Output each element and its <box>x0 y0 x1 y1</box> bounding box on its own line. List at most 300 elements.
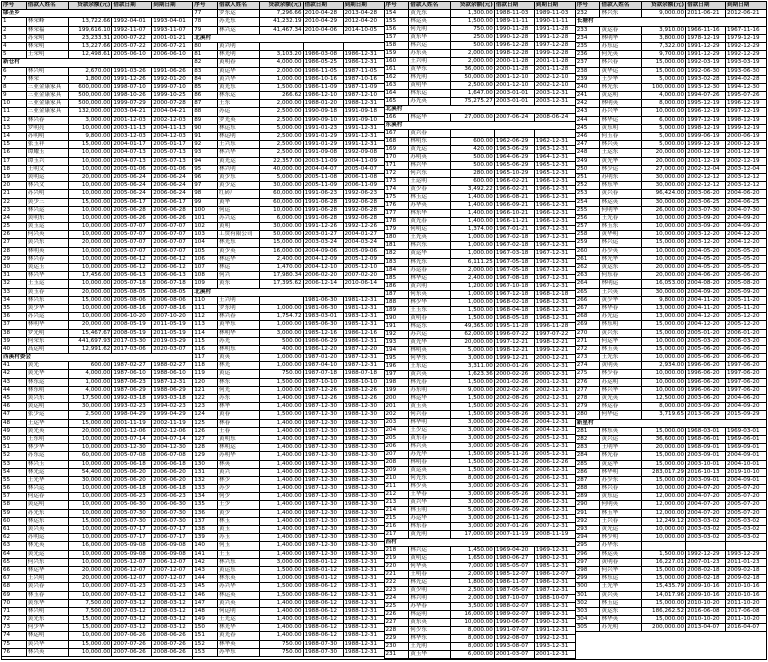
cell-amt: 10,000.00 <box>642 485 686 492</box>
cell-no: 290 <box>576 501 601 508</box>
cell-amt: 500.00 <box>260 338 304 345</box>
cell-name: 黄玉运 <box>27 223 69 230</box>
cell-name: 何少 <box>218 493 260 500</box>
table-row <box>385 355 575 363</box>
cell-amt: 250.00 <box>451 34 495 41</box>
table-row <box>2 608 192 616</box>
cell-d2: 1999-12-19 <box>727 124 760 131</box>
cell-name: 何兴东 <box>409 170 451 177</box>
table-row <box>193 149 383 157</box>
cell-amt: 20,000.00 <box>69 567 113 574</box>
cell-d2: 2008-07-26 <box>153 640 186 647</box>
table-row <box>576 133 766 141</box>
cell-d1: 2005-07-07 <box>112 223 152 230</box>
group-row <box>576 18 766 26</box>
cell-d2: 1966-12-31 <box>535 202 569 209</box>
cell-amt: 2,000.00 <box>451 50 495 57</box>
cell-amt: 15,000.00 <box>642 428 686 435</box>
cell-name: 黄兴英 <box>27 526 69 533</box>
cell-d2: 1997-07-22 <box>535 330 569 337</box>
table-row <box>576 141 766 149</box>
cell-d2: 2006-07-07 <box>153 231 186 238</box>
cell-name: 王光华 <box>27 477 69 484</box>
cell-d2: 2006-12-31 <box>535 498 569 505</box>
table-row <box>385 42 575 50</box>
cell-d2: 2006-07-08 <box>153 452 186 459</box>
cell-d2 <box>344 43 384 50</box>
cell-d1: 1986-11-09 <box>304 84 344 91</box>
cell-name: 苏兴华 <box>218 583 260 590</box>
table-row <box>193 117 383 125</box>
cell-name: 黄光春 <box>409 218 451 225</box>
cell-d2: 1967-12-31 <box>535 274 569 281</box>
cell-d1: 2001-11-19 <box>112 420 152 427</box>
cell-name: 黄华明 <box>600 231 642 238</box>
cell-d2: 1992-06-28 <box>344 206 378 213</box>
cell-name: 王光东 <box>600 354 642 361</box>
cell-amt: 2,000.00 <box>451 267 495 274</box>
cell-d2: 1995-07-26 <box>727 92 760 99</box>
cell-amt: 3,719.65 <box>642 411 686 418</box>
cell-no: 298 <box>576 567 601 574</box>
cell-name: 苏东运 <box>27 452 69 459</box>
cell-d1: 2006-02-20 <box>304 272 344 279</box>
cell-d1: 1986-03-08 <box>304 51 344 58</box>
cell-no: 258 <box>576 231 601 238</box>
cell-d2: 1988-12-31 <box>344 575 378 582</box>
cell-no: 274 <box>576 362 601 369</box>
cell-d1: 1987-12-30 <box>304 452 344 459</box>
cell-d2: 1997-12-19 <box>727 108 760 115</box>
cell-no: 210 <box>385 475 410 482</box>
loan-ledger-sheet <box>1 1 767 660</box>
cell-d2: 1988-12-31 <box>344 624 378 631</box>
cell-d2: 2002-12-03 <box>153 116 186 123</box>
cell-d2: 2008-03-12 <box>153 624 186 631</box>
cell-d2: 1992-12-29 <box>727 51 760 58</box>
cell-d2: 1987-12-31 <box>344 362 378 369</box>
cell-name: 黄兴英 <box>409 371 451 378</box>
table-row <box>576 403 766 411</box>
cell-no: 63 <box>2 542 27 549</box>
cell-name: 黄明英 <box>600 362 642 369</box>
cell-amt: 1,400.00 <box>451 218 495 225</box>
table-row <box>385 635 575 643</box>
table-row <box>576 346 766 354</box>
cell-name: 林兴明 <box>218 166 260 173</box>
cell-d2: 2000-07-28 <box>153 100 186 107</box>
ledger-column-2 <box>193 2 384 659</box>
cell-d2: 2020-03-07 <box>153 345 186 352</box>
cell-name: 王玉 <box>218 551 260 558</box>
header-cell: 借款日期 <box>495 2 535 9</box>
cell-d1: 1986-06-29 <box>304 338 344 345</box>
table-row <box>385 283 575 291</box>
cell-name: 黄东春 <box>409 435 451 442</box>
cell-d1: 2005-12-26 <box>495 459 535 466</box>
table-row <box>193 608 383 616</box>
table-row <box>2 330 192 338</box>
cell-amt: 10,000.00 <box>642 354 686 361</box>
cell-d2: 2005-12-20 <box>727 321 760 328</box>
cell-amt: 10,000.00 <box>69 207 113 214</box>
cell-name: 黄少东 <box>218 174 260 181</box>
table-row <box>193 51 383 59</box>
cell-name: 黄运明 <box>600 92 642 99</box>
cell-d1: 2003-09-20 <box>686 403 726 410</box>
cell-d1: 2004-07-13 <box>112 149 152 156</box>
table-row <box>385 611 575 619</box>
cell-amt: 1,400.00 <box>260 403 304 410</box>
cell-d2: 1988-12-30 <box>344 427 378 434</box>
cell-amt: 13,000.00 <box>642 313 686 320</box>
cell-name: 王东 <box>218 100 260 107</box>
cell-d2: 1966-12-31 <box>535 186 569 193</box>
cell-amt: 200,000.00 <box>642 624 686 631</box>
table-row <box>193 469 383 477</box>
cell-amt: 2,500.00 <box>451 82 495 89</box>
cell-d2: 1988-06-29 <box>153 386 186 393</box>
cell-amt: 1,500.00 <box>260 567 304 574</box>
cell-d1: 1967-10-18 <box>495 283 535 290</box>
cell-d2: 2014-10-05 <box>344 26 378 33</box>
cell-name: 黄兴英 <box>218 600 260 607</box>
cell-d1: 2003-12-30 <box>112 444 152 451</box>
cell-d1: 2001-12-19 <box>686 158 726 165</box>
header-cell: 借款人姓名 <box>27 2 69 9</box>
cell-d1: 1992-04-01 <box>112 18 152 25</box>
cell-name: 林兴华 <box>27 272 69 279</box>
cell-name: 王玉运 <box>27 280 69 287</box>
cell-name: 王光运 <box>218 616 260 623</box>
cell-d2: 1966-12-31 <box>535 210 569 217</box>
table-row <box>576 256 766 264</box>
cell-amt: 2,500.00 <box>260 117 304 124</box>
cell-amt: 2,400.00 <box>260 256 304 263</box>
cell-d2: 2006-06-26 <box>153 214 186 221</box>
cell-amt: 5,000.00 <box>642 133 686 140</box>
table-row <box>385 250 575 258</box>
cell-amt: 15,435.79 <box>642 583 686 590</box>
table-row <box>576 354 766 362</box>
cell-no: 166 <box>385 114 410 121</box>
cell-d1: 1968-05-18 <box>495 315 535 322</box>
cell-d2: 1992-12-31 <box>535 635 569 642</box>
table-row <box>193 567 383 575</box>
cell-d1: 2004-05-20 <box>686 248 726 255</box>
table-row <box>576 600 766 608</box>
cell-name: 王少运 <box>409 427 451 434</box>
cell-amt: 750.00 <box>260 370 304 377</box>
cell-no: 200 <box>385 395 410 402</box>
cell-name: 黄运春 <box>600 27 642 34</box>
cell-name: 黄光春 <box>218 632 260 639</box>
cell-no: 265 <box>576 289 601 296</box>
cell-d2: 2004-09-20 <box>727 214 760 221</box>
cell-name: 罗明亮 <box>27 125 69 132</box>
cell-amt: 8,000.00 <box>451 635 495 642</box>
cell-d2: 1968-12-31 <box>535 298 569 305</box>
cell-name: 黄兴 <box>218 469 260 476</box>
cell-name: 林运华 <box>409 395 451 402</box>
cell-no: 179 <box>385 226 410 233</box>
cell-no: 237 <box>576 59 601 66</box>
cell-name: 林明运 <box>218 444 260 451</box>
cell-amt: 1,500.00 <box>451 18 495 25</box>
cell-amt: 9,800.00 <box>69 133 113 140</box>
cell-name: 何兴 <box>218 272 260 279</box>
cell-no: 282 <box>576 436 601 443</box>
cell-amt <box>260 43 304 50</box>
cell-name: 何运华 <box>600 338 642 345</box>
cell-d1: 2005-09-08 <box>112 542 152 549</box>
table-row <box>193 338 383 346</box>
cell-name: 何华运 <box>600 411 642 418</box>
cell-no: 114 <box>193 330 218 337</box>
cell-d1: 1991-09-08 <box>304 149 344 156</box>
cell-d2: 1967-12-31 <box>535 234 569 241</box>
cell-no: 216 <box>385 523 410 530</box>
cell-no: 145 <box>193 583 218 590</box>
cell-no: 251 <box>576 174 601 181</box>
table-row <box>2 493 192 501</box>
cell-amt: 7,500.00 <box>69 600 113 607</box>
cell-d2: 1988-12-30 <box>344 468 378 475</box>
cell-d2: 2006-07-30 <box>153 517 186 524</box>
cell-d1: 2005-06-20 <box>112 469 152 476</box>
cell-no: 246 <box>576 133 601 140</box>
cell-d2: 2011-01-23 <box>727 558 760 565</box>
table-row <box>2 592 192 600</box>
cell-no: 195 <box>385 355 410 362</box>
table-row <box>2 68 192 76</box>
cell-d1: 2005-06-26 <box>112 215 152 222</box>
cell-d1: 2007-01-26 <box>495 523 535 530</box>
group-label: 北溪村 <box>194 34 212 41</box>
cell-no: 231 <box>385 651 410 658</box>
cell-amt: 1,400.00 <box>260 510 304 517</box>
cell-d1: 2006-12-07 <box>112 567 152 574</box>
cell-d2: 1968-12-18 <box>535 290 569 297</box>
cell-amt: 10,000.00 <box>451 619 495 626</box>
cell-d2: 1987-11-09 <box>344 83 378 90</box>
table-row <box>193 10 383 18</box>
cell-amt: 2,000.00 <box>451 58 495 65</box>
cell-no: 101 <box>193 215 218 222</box>
cell-no: 245 <box>576 125 601 132</box>
cell-no: 100 <box>193 207 218 214</box>
cell-name: 林运英 <box>600 199 642 206</box>
cell-name: 苏兴运 <box>27 313 69 320</box>
cell-d2: 2002-12-19 <box>727 157 760 164</box>
cell-name: 黄光运 <box>600 526 642 533</box>
cell-d2: 1988-12-30 <box>344 485 378 492</box>
cell-d2: 2006-06-23 <box>153 493 186 500</box>
cell-d1: 1969-04-20 <box>495 547 535 554</box>
cell-d2: 2003-12-31 <box>535 90 569 97</box>
cell-amt: 1,450.00 <box>451 547 495 554</box>
cell-no: 116 <box>193 346 218 353</box>
cell-no: 221 <box>385 571 410 578</box>
cell-amt: 7,000.00 <box>451 563 495 570</box>
table-row <box>193 223 383 231</box>
cell-no: 141 <box>193 551 218 558</box>
cell-d1: 2006-12-07 <box>112 575 152 582</box>
cell-name: 林兴运 <box>409 547 451 554</box>
cell-name: 林兴华 <box>409 162 451 169</box>
cell-d1: 2003-11-09 <box>304 158 344 165</box>
table-row <box>2 289 192 297</box>
cell-d2: 1987-12-31 <box>153 378 186 385</box>
cell-amt: 10,000.00 <box>642 379 686 386</box>
cell-amt: 1,000.00 <box>260 362 304 369</box>
cell-d2: 2005-03-02 <box>727 517 760 524</box>
cell-no: 187 <box>385 291 410 298</box>
cell-d2: 2006-06-10 <box>153 51 186 58</box>
table-row <box>576 84 766 92</box>
cell-amt: 1,400.00 <box>451 202 495 209</box>
cell-d2: 1981-12-31 <box>344 304 378 311</box>
cell-amt: 1,000.00 <box>260 321 304 328</box>
cell-amt: 27,000.00 <box>642 166 686 173</box>
cell-no: 84 <box>193 76 218 83</box>
cell-amt: 9,000.00 <box>642 10 686 17</box>
cell-d1: 2005-11-09 <box>304 182 344 189</box>
cell-d2: 1997-06-20 <box>727 362 760 369</box>
cell-amt: 1,500.00 <box>451 307 495 314</box>
cell-d2: 1987-12-10 <box>344 92 378 99</box>
cell-no: 80 <box>193 43 218 50</box>
cell-amt: 20,000.00 <box>69 174 113 181</box>
cell-name: 林光明 <box>409 74 451 81</box>
cell-d1: 2007-03-12 <box>112 600 152 607</box>
cell-d2: 2003-12-04 <box>727 165 760 172</box>
cell-amt: 10,000.00 <box>642 526 686 533</box>
cell-d1: 2010-10-20 <box>686 600 726 607</box>
cell-d2: 1985-12-31 <box>344 321 378 328</box>
cell-name: 黄明春 <box>600 559 642 566</box>
table-row <box>2 43 192 51</box>
cell-no: 208 <box>385 459 410 466</box>
cell-d2: 1994-12-30 <box>727 83 760 90</box>
cell-d2: 2007-02-20 <box>344 272 378 279</box>
table-row <box>193 280 383 288</box>
cell-no: 140 <box>193 542 218 549</box>
cell-name: 苏明运 <box>27 534 69 541</box>
cell-d1: 1965-06-29 <box>495 162 535 169</box>
cell-d1: 2005-07-22 <box>112 43 152 50</box>
table-row <box>385 18 575 26</box>
cell-d2: 2011-05-19 <box>153 329 186 336</box>
table-row <box>193 215 383 223</box>
cell-d1: 2004-07-20 <box>686 493 726 500</box>
cell-amt: 1,623.36 <box>451 371 495 378</box>
cell-no: 124 <box>193 411 218 418</box>
table-row <box>576 501 766 509</box>
header-cell: 到期日期 <box>535 2 559 8</box>
cell-name: 林玉 <box>218 518 260 525</box>
cell-d2: 2005-11-20 <box>727 296 760 303</box>
table-row <box>576 469 766 477</box>
cell-name: 黄明春 <box>218 59 260 66</box>
cell-amt: 12,000.00 <box>642 510 686 517</box>
cell-amt: 17,456.00 <box>69 272 113 279</box>
cell-d1: 1998-12-21 <box>495 347 535 354</box>
cell-no: 205 <box>385 435 410 442</box>
cell-d1: 1987-12-30 <box>304 444 344 451</box>
cell-d1: 1998-07-10 <box>112 84 152 91</box>
table-row <box>385 234 575 242</box>
cell-no: 121 <box>193 387 218 394</box>
cell-name: 何光英 <box>600 51 642 58</box>
cell-d1: 2003-01-01 <box>495 90 535 97</box>
cell-amt: 30,000.00 <box>642 182 686 189</box>
cell-d2: 2005-11-20 <box>727 304 760 311</box>
cell-no: 256 <box>576 215 601 222</box>
cell-no: 169 <box>385 146 410 153</box>
table-row <box>576 575 766 583</box>
table-row <box>385 339 575 347</box>
cell-no: 183 <box>385 259 410 266</box>
cell-d1: 2003-01-27 <box>304 231 344 238</box>
cell-d2: 1993-03-18 <box>153 395 186 401</box>
group-row <box>2 59 192 67</box>
cell-amt: 12,249.12 <box>642 518 686 525</box>
cell-no: 66 <box>2 567 27 574</box>
cell-name: 黄春 <box>218 411 260 418</box>
cell-name: 黄兴运 <box>600 436 642 443</box>
cell-no: 5 <box>2 51 27 58</box>
cell-no: 206 <box>385 443 410 450</box>
cell-amt: 10,000.00 <box>69 231 113 238</box>
cell-amt: 3,000.00 <box>451 355 495 362</box>
cell-amt: 3,000.00 <box>451 483 495 490</box>
table-row <box>193 592 383 600</box>
cell-d2: 1965-12-31 <box>535 162 569 169</box>
cell-amt: 1,000.00 <box>260 305 304 312</box>
cell-no: 270 <box>576 330 601 337</box>
table-row <box>385 114 575 122</box>
cell-d1: 2005-06-12 <box>112 264 152 271</box>
cell-amt: 750.00 <box>260 641 304 648</box>
cell-amt: 49,365.00 <box>451 323 495 330</box>
cell-d2: 1999-04-29 <box>153 411 186 418</box>
cell-d1: 2005-08-06 <box>112 297 152 304</box>
cell-d1: 1991-12-29 <box>686 43 726 50</box>
cell-d2: 2002-11-19 <box>153 419 186 426</box>
cell-d1: 2005-07-18 <box>112 280 152 287</box>
cell-no: 108 <box>193 272 218 279</box>
cell-no: 275 <box>576 370 601 377</box>
cell-no: 170 <box>385 154 410 161</box>
cell-amt: 17,000.00 <box>451 531 495 538</box>
cell-no: 55 <box>2 477 27 484</box>
cell-d1: 2003-12-20 <box>686 231 726 238</box>
cell-d1: 1986-12-20 <box>304 346 344 353</box>
cell-d2: 1991-06-26 <box>153 67 186 74</box>
cell-amt: 26,000.00 <box>642 207 686 214</box>
cell-name: 黄运 <box>218 370 260 377</box>
cell-d2: 1988-12-30 <box>344 509 378 516</box>
cell-d1: 2003-06-25 <box>686 199 726 206</box>
table-row <box>193 559 383 567</box>
cell-amt: 266.62 <box>260 92 304 99</box>
cell-d1: 2006-03-26 <box>495 483 535 490</box>
cell-d1: 1986-12-10 <box>304 92 344 99</box>
cell-amt: 10,000.00 <box>69 632 113 639</box>
cell-amt: 4,000.00 <box>69 387 113 394</box>
cell-no: 269 <box>576 321 601 328</box>
